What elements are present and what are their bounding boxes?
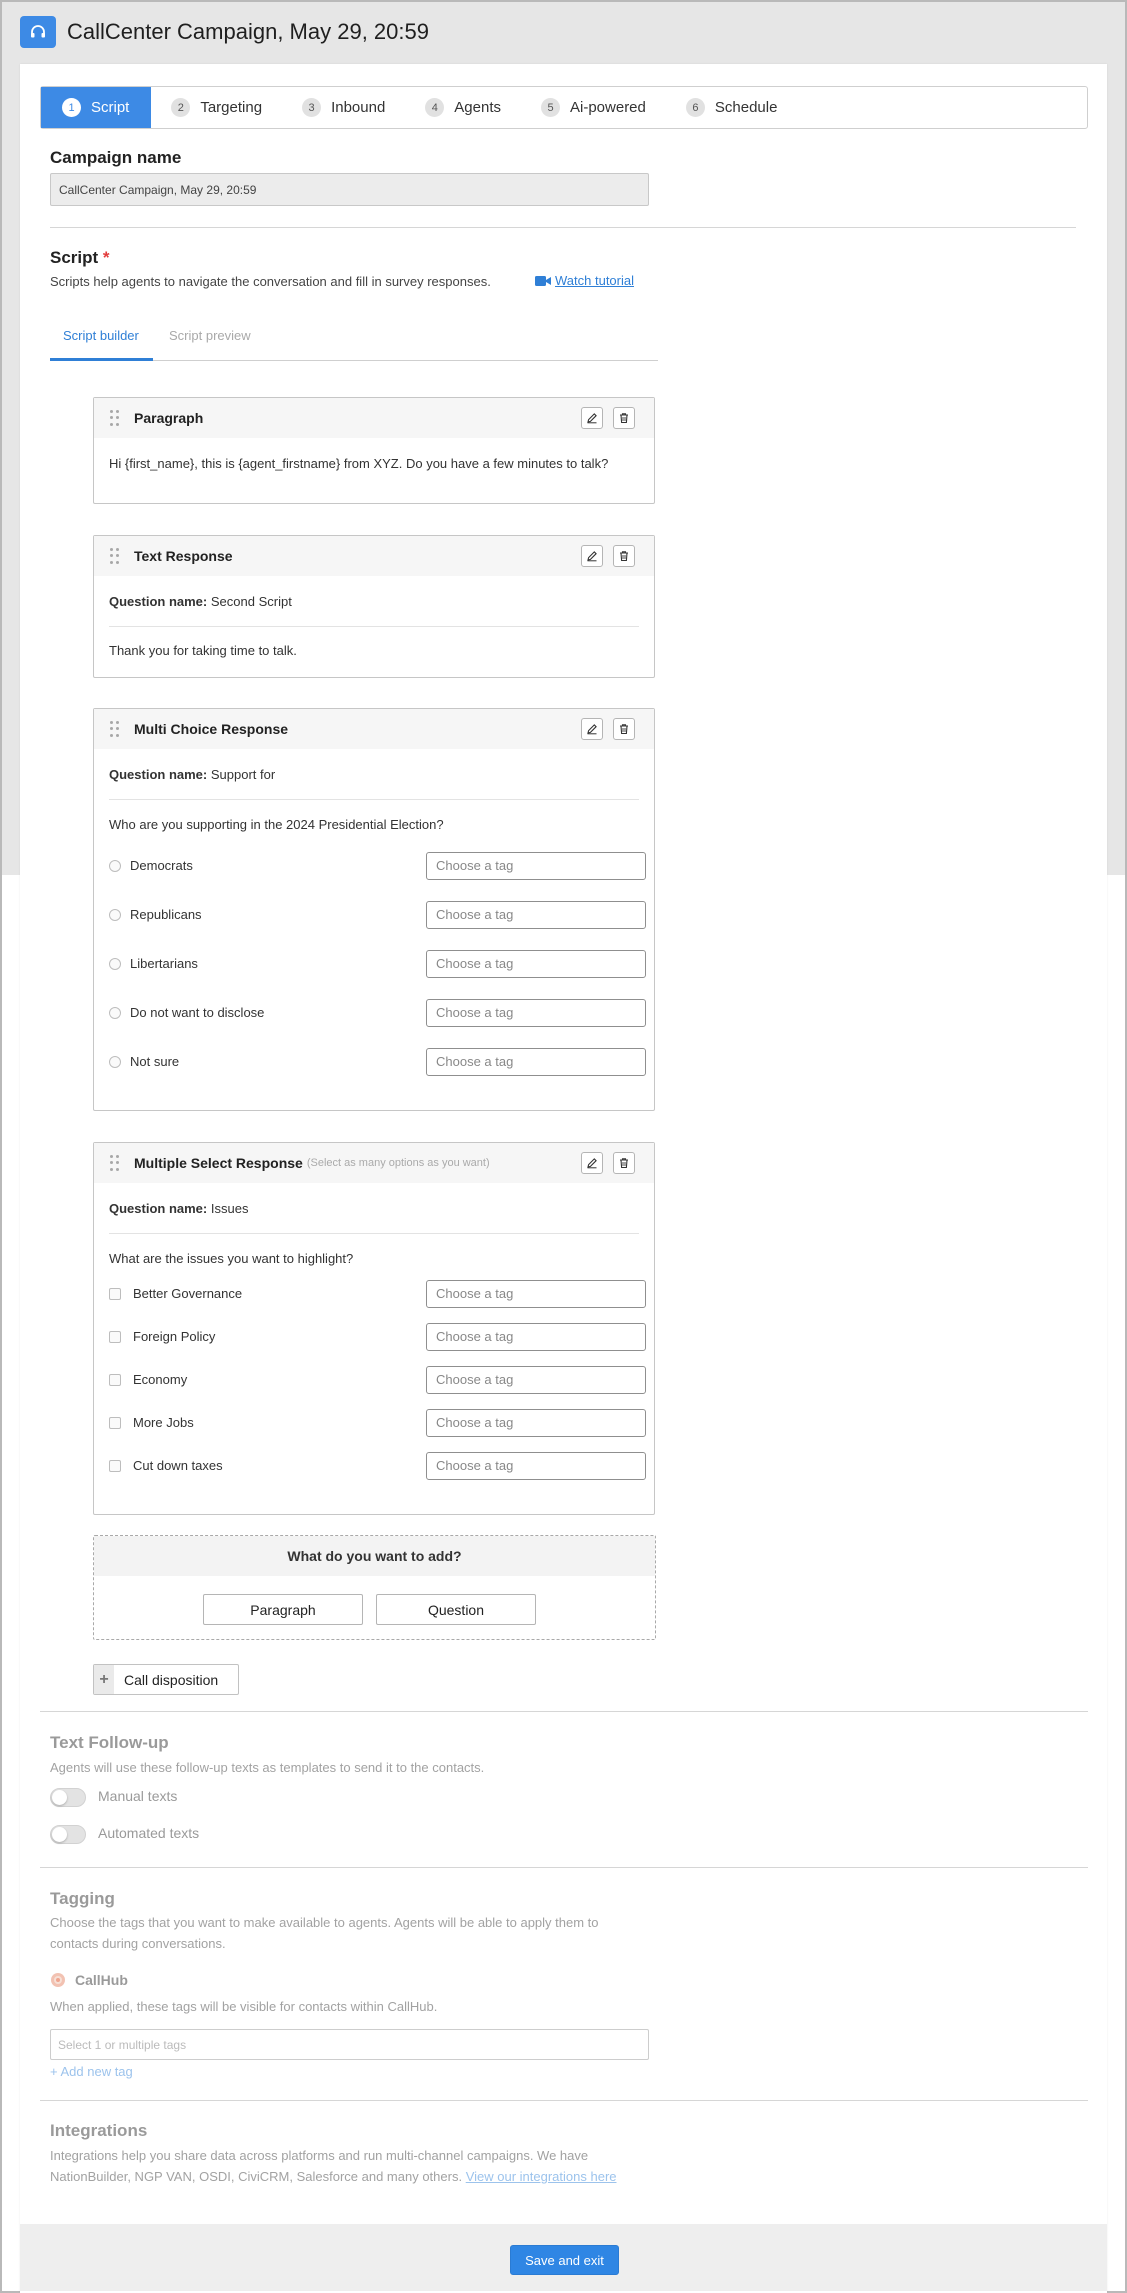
block-body bbox=[94, 576, 654, 658]
step-label: Script bbox=[91, 99, 130, 116]
response-text: Thank you for taking time to talk. bbox=[109, 643, 297, 658]
paragraph-block bbox=[93, 397, 655, 504]
option-label: Republicans bbox=[130, 907, 202, 922]
integrations-description bbox=[50, 2145, 650, 2187]
pencil-icon bbox=[586, 1157, 598, 1169]
pencil-icon bbox=[586, 412, 598, 424]
checkbox[interactable] bbox=[109, 1460, 121, 1472]
block-title: Text Response bbox=[134, 548, 233, 564]
call-disposition-button[interactable] bbox=[93, 1664, 239, 1695]
save-and-exit-button[interactable]: Save and exit bbox=[510, 2245, 619, 2275]
divider bbox=[40, 2100, 1088, 2101]
block-body bbox=[94, 1183, 654, 1487]
delete-button[interactable] bbox=[613, 545, 635, 567]
step-label: Inbound bbox=[331, 99, 386, 116]
call-disposition-label: Call disposition bbox=[124, 1671, 219, 1688]
checkbox[interactable] bbox=[109, 1417, 121, 1429]
paragraph-text: Hi {first_name}, this is {agent_firstname} from XYZ. Do you have a few minutes to talk? bbox=[109, 456, 609, 471]
tagging-description: Choose the tags that you want to make available to agents. Agents will be able to apply them to contacts during conversations. bbox=[50, 1915, 599, 1951]
question-name bbox=[109, 576, 639, 618]
block-header bbox=[94, 398, 654, 438]
option-label: Foreign Policy bbox=[133, 1329, 216, 1344]
step-schedule[interactable] bbox=[666, 87, 798, 128]
edit-button[interactable] bbox=[581, 545, 603, 567]
pencil-icon bbox=[586, 723, 598, 735]
list-item bbox=[109, 841, 639, 890]
add-paragraph-button[interactable]: Paragraph bbox=[203, 1594, 363, 1625]
option-label: Do not want to disclose bbox=[130, 1005, 265, 1020]
tagging-heading: Tagging bbox=[50, 1889, 115, 1908]
step-number: 1 bbox=[62, 98, 81, 117]
add-content-box bbox=[93, 1535, 656, 1640]
option-label: Democrats bbox=[130, 858, 193, 873]
trash-icon bbox=[618, 412, 630, 424]
block-subtitle: (Select as many options as you want) bbox=[306, 1157, 490, 1169]
options-list bbox=[109, 1272, 639, 1487]
question-name bbox=[109, 1183, 639, 1225]
script-title: Script bbox=[50, 248, 99, 267]
tab-script-builder[interactable]: Script builder bbox=[63, 328, 139, 343]
page-title: CallCenter Campaign, May 29, 20:59 bbox=[67, 19, 429, 44]
delete-button[interactable] bbox=[613, 718, 635, 740]
manual-texts-label: Manual texts bbox=[98, 1788, 178, 1804]
step-targeting[interactable] bbox=[151, 87, 282, 128]
provider-description: When applied, these tags will be visible for contacts within CallHub. bbox=[50, 1999, 438, 2014]
option-label: Better Governance bbox=[133, 1286, 243, 1301]
step-inbound[interactable] bbox=[282, 87, 405, 128]
text-response-block bbox=[93, 535, 655, 678]
manual-texts-toggle[interactable] bbox=[50, 1788, 86, 1807]
checkbox[interactable] bbox=[109, 1374, 121, 1386]
followup-heading: Text Follow-up bbox=[50, 1733, 169, 1752]
checkbox[interactable] bbox=[109, 1288, 121, 1300]
campaign-name-label: Campaign name bbox=[50, 148, 182, 167]
callhub-logo-icon bbox=[50, 1972, 66, 1988]
multiple-select-block bbox=[93, 1142, 655, 1515]
required-mark: * bbox=[102, 248, 110, 267]
step-number: 6 bbox=[686, 98, 705, 117]
plus-icon: + bbox=[94, 1665, 114, 1694]
step-label: Ai-powered bbox=[570, 99, 646, 116]
question-name-value: Issues bbox=[210, 1201, 249, 1216]
option-label: Not sure bbox=[130, 1054, 180, 1069]
tag-select[interactable]: Choose a tag bbox=[426, 1323, 646, 1351]
question-name-value: Second Script bbox=[210, 594, 292, 609]
block-title: Multi Choice Response bbox=[134, 721, 289, 737]
block-title: Paragraph bbox=[134, 410, 204, 426]
list-item bbox=[109, 1444, 639, 1487]
radio-button[interactable] bbox=[109, 909, 121, 921]
headset-icon bbox=[20, 16, 56, 48]
divider bbox=[40, 1867, 1088, 1868]
edit-button[interactable] bbox=[581, 1152, 603, 1174]
divider bbox=[40, 1711, 1088, 1712]
delete-button[interactable] bbox=[613, 1152, 635, 1174]
pencil-icon bbox=[586, 550, 598, 562]
list-item bbox=[109, 1272, 639, 1315]
trash-icon bbox=[618, 1157, 630, 1169]
drag-handle-icon[interactable] bbox=[110, 410, 120, 426]
checkbox[interactable] bbox=[109, 1331, 121, 1343]
question-text: Who are you supporting in the 2024 Presidential Election? bbox=[109, 817, 444, 832]
radio-button[interactable] bbox=[109, 860, 121, 872]
step-number: 5 bbox=[541, 98, 560, 117]
step-ai-powered[interactable] bbox=[521, 87, 666, 128]
tag-select[interactable]: Choose a tag bbox=[426, 852, 646, 880]
list-item bbox=[109, 988, 639, 1037]
page-header bbox=[20, 16, 429, 48]
drag-handle-icon[interactable] bbox=[110, 1155, 120, 1171]
list-item bbox=[109, 890, 639, 939]
provider-name: CallHub bbox=[75, 1972, 128, 1988]
tag-select[interactable]: Choose a tag bbox=[426, 1048, 646, 1076]
question-name-value: Support for bbox=[210, 767, 276, 782]
question-text: What are the issues you want to highlight? bbox=[109, 1251, 354, 1266]
tag-select[interactable]: Choose a tag bbox=[426, 1409, 646, 1437]
tag-select[interactable]: Choose a tag bbox=[426, 901, 646, 929]
tags-select-input[interactable]: Select 1 or multiple tags bbox=[50, 2029, 649, 2060]
list-item bbox=[109, 1037, 639, 1086]
video-icon bbox=[535, 275, 552, 287]
block-header bbox=[94, 536, 654, 576]
option-label: Economy bbox=[133, 1372, 188, 1387]
campaign-stepper bbox=[40, 86, 1088, 129]
tag-select[interactable]: Choose a tag bbox=[426, 1280, 646, 1308]
option-label: More Jobs bbox=[133, 1415, 194, 1430]
integrations-text: Integrations help you share data across platforms and run multi-channel campaigns. We have NationBuilder, NGP VAN, OSDI, CiviCRM, Salesforce and many others. bbox=[50, 2148, 589, 2184]
options-list bbox=[109, 841, 639, 1086]
block-header bbox=[94, 1143, 654, 1183]
list-item bbox=[109, 1401, 639, 1444]
callhub-provider bbox=[50, 1972, 128, 1988]
block-body bbox=[94, 749, 654, 1086]
step-number: 4 bbox=[425, 98, 444, 117]
step-label: Agents bbox=[454, 99, 501, 116]
question-name bbox=[109, 749, 639, 791]
list-item bbox=[109, 1315, 639, 1358]
step-label: Schedule bbox=[714, 99, 778, 116]
watch-tutorial-link[interactable] bbox=[535, 273, 634, 288]
option-label: Libertarians bbox=[130, 956, 198, 971]
list-item bbox=[109, 1358, 639, 1401]
add-title: What do you want to add? bbox=[94, 1536, 655, 1576]
multi-choice-block bbox=[93, 708, 655, 1111]
step-number: 2 bbox=[171, 98, 190, 117]
tag-select[interactable]: Choose a tag bbox=[426, 999, 646, 1027]
option-label: Cut down taxes bbox=[133, 1458, 223, 1473]
question-name-label: Question name: bbox=[109, 1201, 208, 1216]
step-number: 3 bbox=[302, 98, 321, 117]
view-integrations-link[interactable]: View our integrations here bbox=[465, 2169, 617, 2184]
edit-button[interactable] bbox=[581, 718, 603, 740]
step-agents[interactable] bbox=[405, 87, 521, 128]
block-title: Multiple Select Response bbox=[134, 1155, 303, 1171]
edit-button[interactable] bbox=[581, 407, 603, 429]
integrations-heading: Integrations bbox=[50, 2121, 148, 2140]
radio-button[interactable] bbox=[109, 958, 121, 970]
tag-select[interactable]: Choose a tag bbox=[426, 1366, 646, 1394]
tag-select[interactable]: Choose a tag bbox=[426, 1452, 646, 1480]
automated-texts-toggle[interactable] bbox=[50, 1825, 86, 1844]
block-header bbox=[94, 709, 654, 749]
drag-handle-icon[interactable] bbox=[110, 721, 120, 737]
add-new-tag-link[interactable]: + Add new tag bbox=[50, 2064, 133, 2079]
script-heading bbox=[50, 248, 110, 268]
trash-icon bbox=[618, 723, 630, 735]
question-name-label: Question name: bbox=[109, 767, 208, 782]
drag-handle-icon[interactable] bbox=[110, 548, 120, 564]
campaign-name-input[interactable]: CallCenter Campaign, May 29, 20:59 bbox=[50, 173, 649, 206]
watch-tutorial-text: Watch tutorial bbox=[555, 273, 634, 288]
tag-select[interactable]: Choose a tag bbox=[426, 950, 646, 978]
step-script[interactable] bbox=[41, 87, 151, 128]
script-description: Scripts help agents to navigate the conversation and fill in survey responses. bbox=[50, 274, 491, 289]
followup-description: Agents will use these follow-up texts as templates to send it to the contacts. bbox=[50, 1760, 485, 1775]
delete-button[interactable] bbox=[613, 407, 635, 429]
trash-icon bbox=[618, 550, 630, 562]
add-question-button[interactable]: Question bbox=[376, 1594, 536, 1625]
list-item bbox=[109, 939, 639, 988]
automated-texts-label: Automated texts bbox=[98, 1825, 200, 1841]
divider bbox=[50, 227, 1076, 228]
tab-script-preview[interactable]: Script preview bbox=[169, 328, 251, 343]
active-tab-indicator bbox=[50, 358, 153, 361]
question-name-label: Question name: bbox=[109, 594, 208, 609]
radio-button[interactable] bbox=[109, 1007, 121, 1019]
step-label: Targeting bbox=[200, 99, 263, 116]
radio-button[interactable] bbox=[109, 1056, 121, 1068]
